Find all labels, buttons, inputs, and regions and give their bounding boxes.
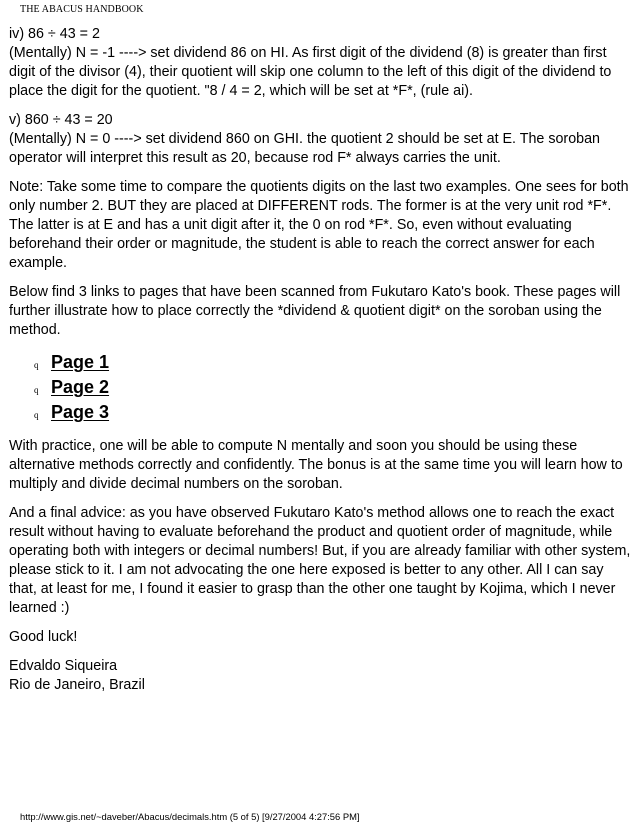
- note-paragraph: Note: Take some time to compare the quotients digits on the last two examples. One sees for both only number 2. BUT they are placed at DIFFERENT rods. The former is at the very unit rod *F*. The latter is at E and has a unit digit after it, the 0 on rod *F*. So, even without evaluating beforehand their order or magnitude, the student is able to reach the correct answer for each example.: [9, 179, 629, 271]
- page-1-link[interactable]: Page 1: [51, 352, 110, 372]
- list-item: [34, 375, 631, 400]
- document-body: [9, 25, 631, 705]
- running-footer-url: http://www.gis.net/~daveber/Abacus/decimals.htm (5 of 5) [9/27/2004 4:27:56 PM]: [20, 811, 360, 822]
- page-2-link[interactable]: Page 2: [51, 377, 110, 397]
- example-v-paragraph: v) 860 ÷ 43 = 20 (Mentally) N = 0 ----> set dividend 860 on GHI. the quotient 2 should be set at E. The soroban operator will interpret this result as 20, because rod F* always carries the unit.: [9, 112, 601, 166]
- good-luck-text: Good luck!: [9, 629, 78, 645]
- practice-paragraph: With practice, one will be able to compute N mentally and soon you should be using these alternative methods correctly and confidently. The bonus is at the same time you will learn how to multiply and divide decimal numbers on the soroban.: [9, 438, 623, 492]
- page-3-link[interactable]: Page 3: [51, 402, 110, 422]
- list-item: [34, 400, 631, 425]
- bullet-icon: q: [34, 410, 39, 420]
- final-advice-paragraph: And a final advice: as you have observed Fukutaro Kato's method allows one to reach the exact result without having to evaluate beforehand the product and quotient order of magnitude, while operating both with integers or decimal numbers! But, if you are already familiar with other system, please stick to it. I am not advocating the one here exposed is better to any other. All I can say that, at least for me, I found it easier to grasp than the other one taught by Kojima, which I never learned :): [9, 505, 631, 616]
- bullet-icon: q: [34, 360, 39, 370]
- example-iv-paragraph: iv) 86 ÷ 43 = 2 (Mentally) N = -1 ----> set dividend 86 on HI. As first digit of the dividend (8) is greater than first digit of the divisor (4), their quotient will skip one column to the left of this digit of the dividend to place the digit for the quotient. "8 / 4 = 2, which will be set at *F*, (rule ai).: [9, 26, 612, 99]
- author-signature: Edvaldo Siqueira Rio de Janeiro, Brazil: [9, 658, 145, 693]
- page-links-list: [9, 350, 631, 425]
- links-intro-paragraph: Below find 3 links to pages that have been scanned from Fukutaro Kato's book. These pages will further illustrate how to place correctly the *dividend & quotient digit* on the soroban using the method.: [9, 284, 621, 338]
- list-item: [34, 350, 631, 375]
- bullet-icon: q: [34, 385, 39, 395]
- running-header: THE ABACUS HANDBOOK: [20, 4, 144, 15]
